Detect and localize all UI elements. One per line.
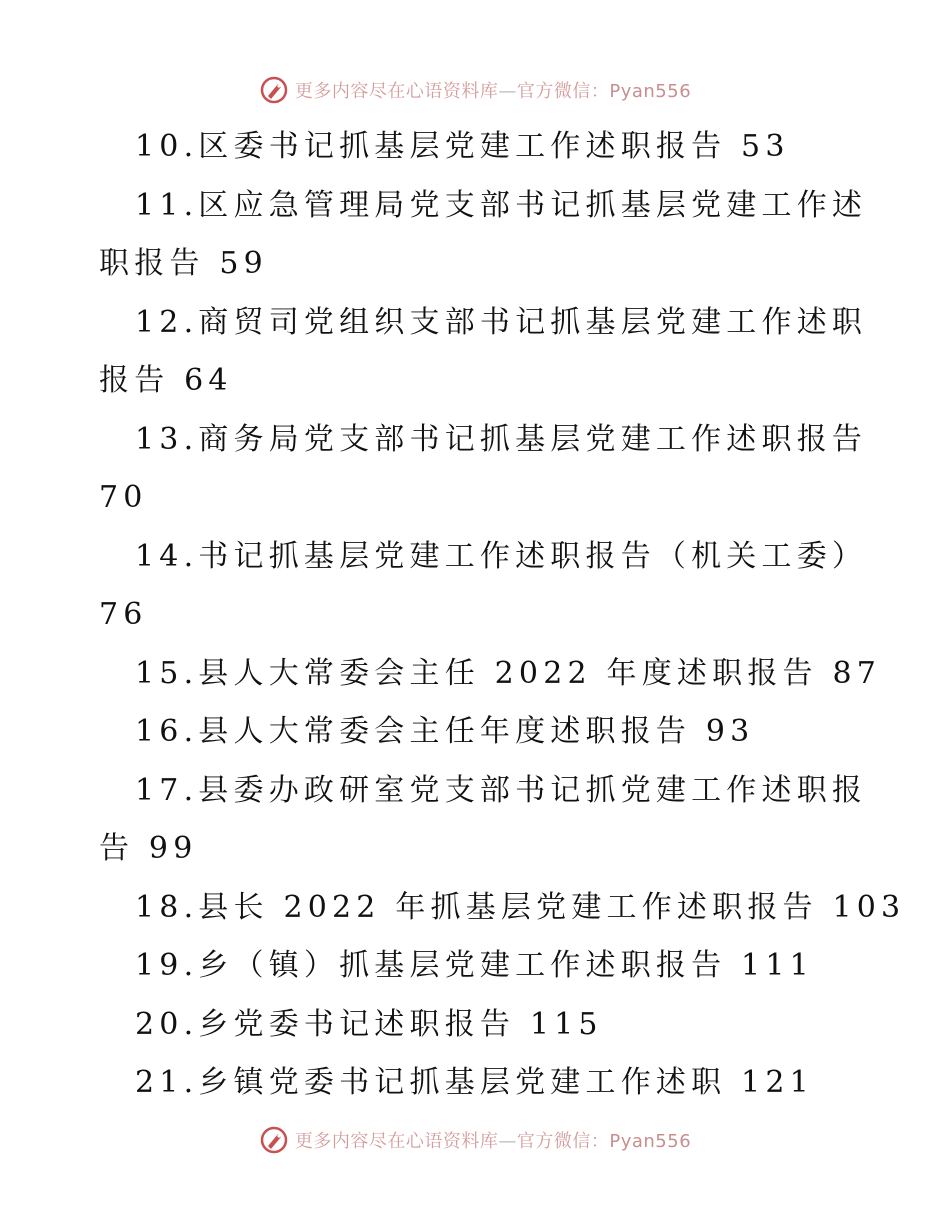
watermark-separator: — — [498, 81, 517, 102]
toc-entry: 13.商务局党支部书记抓基层党建工作述职报告 — [135, 421, 868, 457]
watermark-official-label: 官方微信： — [516, 1131, 610, 1152]
toc-entry: 12.商贸司党组织支部书记抓基层党建工作述职 — [135, 304, 868, 340]
toc-entry: 14.书记抓基层党建工作述职报告（机关工委） — [135, 538, 868, 574]
toc-entry-continuation: 70 — [99, 480, 148, 515]
toc-entry-continuation: 职报告 59 — [99, 246, 268, 281]
watermark-separator: — — [498, 1131, 517, 1152]
toc-entry: 18.县长 2022 年抓基层党建工作述职报告 103 — [135, 889, 906, 925]
pen-nib-circle-icon — [259, 75, 289, 105]
watermark-text — [295, 77, 691, 103]
watermark-header — [0, 72, 950, 108]
toc-entry: 11.区应急管理局党支部书记抓基层党建工作述 — [135, 187, 868, 223]
toc-entry: 20.乡党委书记述职报告 115 — [135, 1006, 603, 1042]
watermark-footer — [0, 1122, 950, 1158]
toc-entry: 16.县人大常委会主任年度述职报告 93 — [135, 714, 755, 749]
toc-entry-continuation: 76 — [99, 597, 148, 632]
toc-entry: 15.县人大常委会主任 2022 年度述职报告 87 — [135, 655, 882, 691]
toc-entry: 21.乡镇党委书记抓基层党建工作述职 121 — [135, 1065, 814, 1100]
pen-nib-circle-icon — [259, 1125, 289, 1155]
toc-entry: 10.区委书记抓基层党建工作述职报告 53 — [135, 129, 790, 164]
toc-entry-continuation: 告 99 — [99, 831, 198, 866]
watermark-official-label: 官方微信： — [516, 81, 610, 102]
watermark-slogan: 更多内容尽在心语资料库 — [294, 1131, 499, 1152]
watermark-wechat-id: Pyan556 — [609, 81, 692, 102]
watermark-slogan: 更多内容尽在心语资料库 — [294, 81, 499, 102]
table-of-contents — [99, 118, 906, 1113]
watermark-text — [295, 1127, 691, 1153]
watermark-wechat-id: Pyan556 — [609, 1131, 692, 1152]
toc-entry: 17.县委办政研室党支部书记抓党建工作述职报 — [135, 772, 868, 808]
toc-entry: 19.乡（镇）抓基层党建工作述职报告 111 — [135, 948, 814, 983]
toc-entry-continuation: 报告 64 — [99, 363, 233, 398]
